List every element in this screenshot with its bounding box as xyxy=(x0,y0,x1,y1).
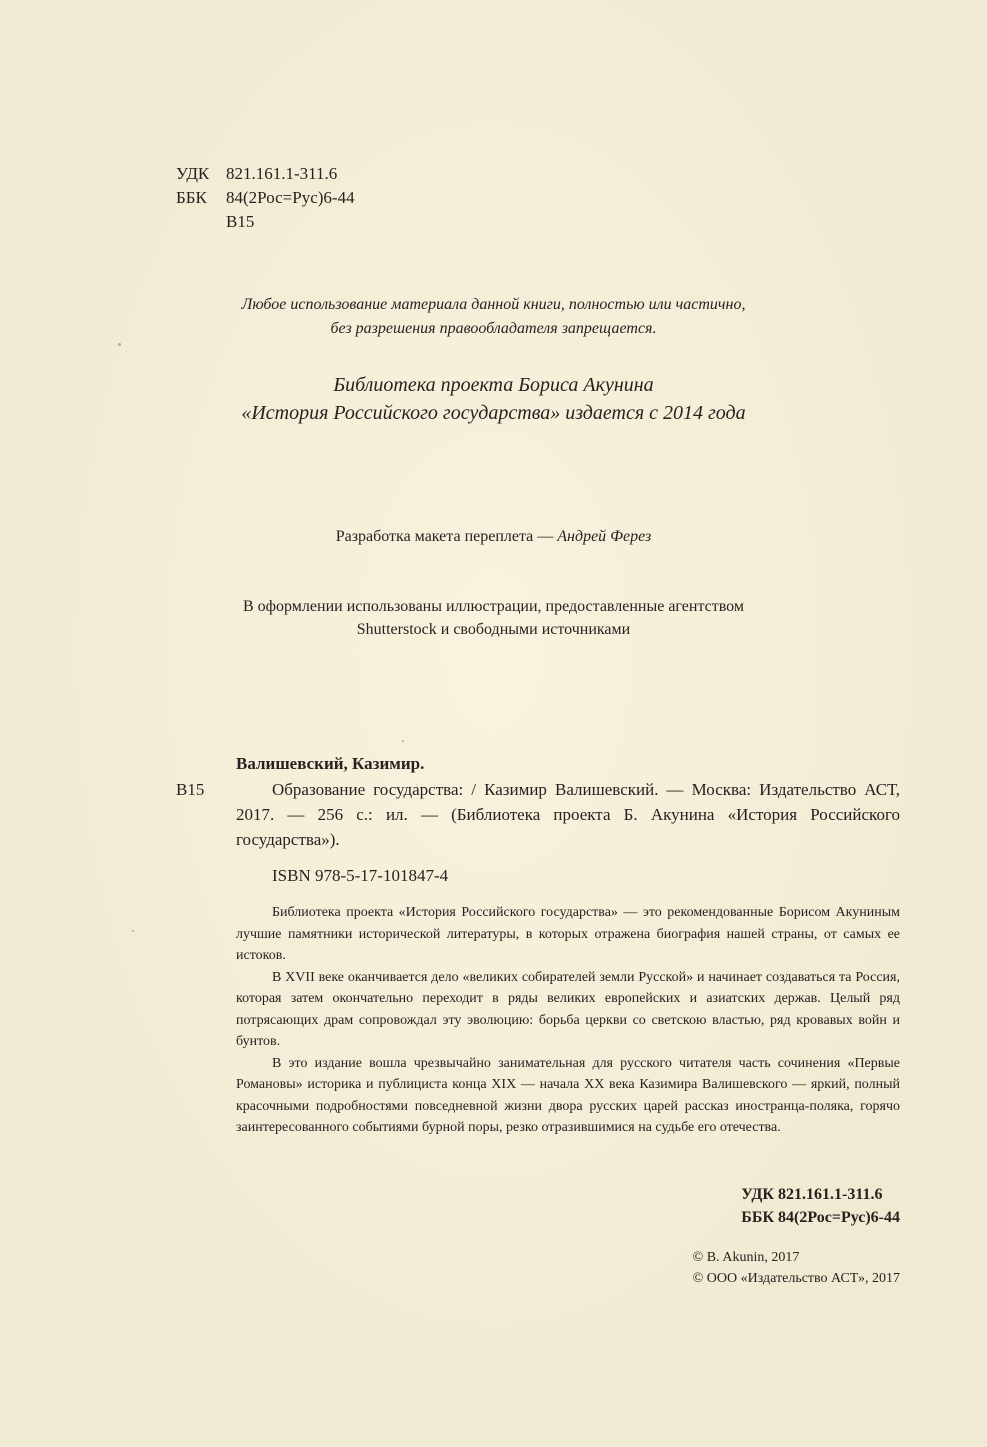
bbk-line xyxy=(176,185,355,210)
bbk-label: ББК xyxy=(176,188,207,207)
udk-line xyxy=(176,161,337,186)
bib-description: Образование государства: / Казимир Валишевский. — Москва: Издательство АСТ, 2017. — 256 с.: ил. — (Библиотека проекта Б. Акунина «История Российского государства»). xyxy=(236,780,900,849)
designer-name: Андрей Ферез xyxy=(557,528,652,545)
author-code-line xyxy=(176,209,254,234)
annotation xyxy=(236,902,900,1139)
series-line: «История Российского государства» издается с 2014 года xyxy=(241,402,746,424)
udk-label: УДК xyxy=(176,164,210,183)
bottom-udk: УДК 821.161.1-311.6 xyxy=(741,1186,883,1203)
design-credit-text: Разработка макета переплета — xyxy=(335,528,558,545)
illustrations-credit xyxy=(0,595,987,641)
bib-author-code: В15 xyxy=(176,780,205,799)
copyright-block xyxy=(693,1247,900,1289)
isbn: ISBN 978-5-17-101847-4 xyxy=(272,866,449,885)
copyright-notice-line: Любое использование материала данной книги, полностью или частично, xyxy=(241,296,746,313)
annotation-paragraph: В XVII веке оканчивается дело «великих собирателей земли Русской» и начинает создаваться та Россия, которая затем окончательно переходит в ряды великих европейских и азиатских держав. Целый ряд потрясающих драм сопровождал эту эволюцию: борьба церкви со светскою властью, ряд кровавых войн и бунтов. xyxy=(236,969,900,1049)
paper-speck xyxy=(132,930,134,932)
annotation-paragraph: Библиотека проекта «История Российского государства» — это рекомендованные Борисом Акуниным лучшие памятники исторической литературы, в которых отражена биография нашей страны, от самых ее истоков. xyxy=(236,905,900,963)
illustrations-line: В оформлении использованы иллюстрации, предоставленные агентством xyxy=(243,598,744,615)
bbk-value: 84(2Рос=Рус)6-44 xyxy=(226,188,355,207)
copyright-notice xyxy=(0,293,987,341)
udk-value: 821.161.1-311.6 xyxy=(226,164,338,183)
bottom-classification xyxy=(741,1183,900,1229)
author-code: В15 xyxy=(226,212,255,231)
series-line: Библиотека проекта Бориса Акунина xyxy=(333,374,654,396)
copyright-line: © ООО «Издательство АСТ», 2017 xyxy=(692,1271,900,1286)
annotation-paragraph: В это издание вошла чрезвычайно занимательная для русского читателя часть сочинения «Первые Романовы» историка и публициста конца XIX — начала XX века Казимира Валишевского — яркий, полный красочными подробностями повседневной жизни двора русских царей рассказ иностранца-поляка, горячо заинтересованного событиями бурной поры, резко отразившимися на судьбе его отечества. xyxy=(236,1055,900,1135)
copyright-line: © B. Akunin, 2017 xyxy=(692,1250,800,1265)
series-statement xyxy=(0,371,987,427)
paper-speck xyxy=(402,740,404,742)
bottom-bbk: ББК 84(2Рос=Рус)6-44 xyxy=(741,1209,900,1226)
bib-author: Валишевский, Казимир. xyxy=(236,754,425,773)
copyright-notice-line: без разрешения правообладателя запрещается. xyxy=(330,320,657,337)
paper-speck xyxy=(118,343,121,346)
illustrations-line: Shutterstock и свободными источниками xyxy=(356,621,631,638)
cover-design-credit xyxy=(0,525,987,549)
